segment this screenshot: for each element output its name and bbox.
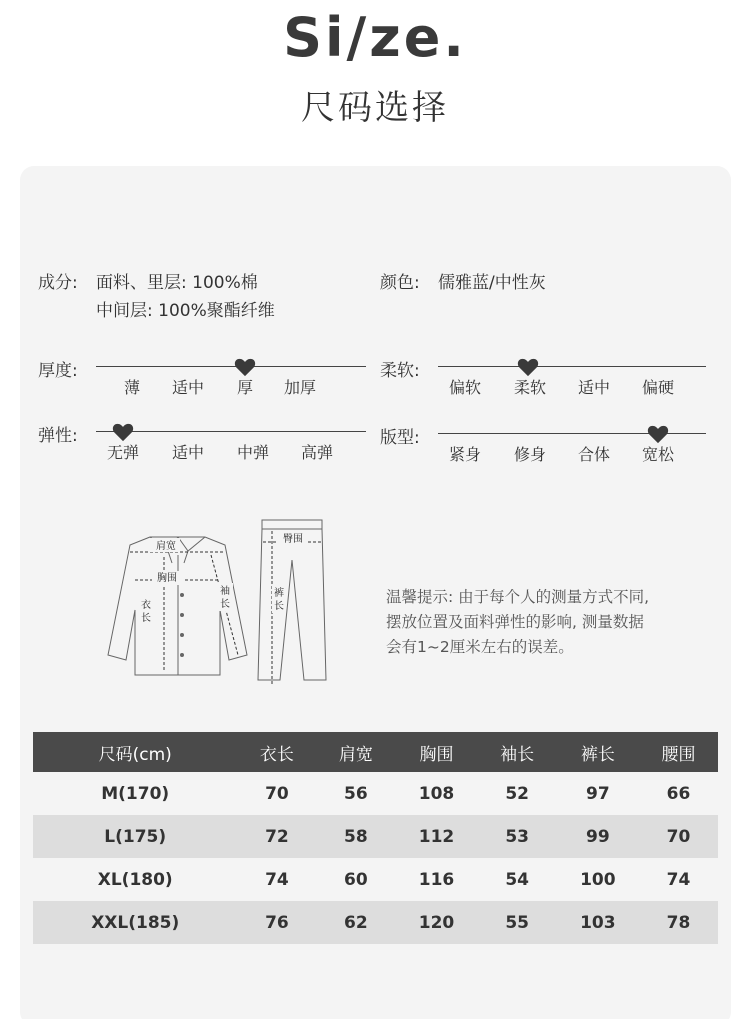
table-cell: XL(180) <box>33 858 237 901</box>
table-cell: 103 <box>557 901 639 944</box>
elasticity-option: 无弹 <box>106 443 140 462</box>
elasticity-label: 弹性: <box>38 426 78 446</box>
table-cell: L(175) <box>33 815 237 858</box>
fit-label: 版型: <box>380 428 420 448</box>
thickness-option: 适中 <box>171 378 205 397</box>
measurement-tip <box>386 585 649 660</box>
column-header: 胸围 <box>395 732 477 772</box>
color-value: 儒雅蓝/中性灰 <box>438 273 546 293</box>
thickness-option: 薄 <box>123 378 141 397</box>
composition-line1: 面料、里层: 100%棉 <box>96 273 258 293</box>
table-cell: 99 <box>557 815 639 858</box>
table-cell: 70 <box>237 772 316 815</box>
table-cell: M(170) <box>33 772 237 815</box>
table-cell: 62 <box>316 901 395 944</box>
chest-label: 胸围 <box>157 573 177 584</box>
sleeve-label-1: 袖 <box>220 586 230 597</box>
page-title-en: Si/ze. <box>283 6 467 69</box>
fit-option: 宽松 <box>641 445 675 464</box>
table-cell: 108 <box>395 772 477 815</box>
table-row <box>33 858 718 901</box>
softness-scale-line <box>438 366 706 367</box>
composition-line2: 中间层: 100%聚酯纤维 <box>96 301 275 321</box>
table-cell: 74 <box>639 858 718 901</box>
table-cell: 116 <box>395 858 477 901</box>
elasticity-option: 中弹 <box>236 443 270 462</box>
table-cell: 120 <box>395 901 477 944</box>
sleeve-label-2: 长 <box>220 599 230 610</box>
thickness-option: 加厚 <box>283 378 317 397</box>
table-cell: 55 <box>478 901 557 944</box>
table-cell: 66 <box>639 772 718 815</box>
table-cell: 72 <box>237 815 316 858</box>
table-cell: 78 <box>639 901 718 944</box>
table-cell: 97 <box>557 772 639 815</box>
table-cell: 54 <box>478 858 557 901</box>
thickness-heart-icon <box>234 357 256 377</box>
softness-option: 柔软 <box>513 378 547 397</box>
pants-length-label-2: 长 <box>274 601 284 612</box>
softness-option: 适中 <box>577 378 611 397</box>
garment-measurement-diagram <box>100 515 360 690</box>
tip-line: 摆放位置及面料弹性的影响, 测量数据 <box>386 613 644 631</box>
composition-label: 成分: <box>38 273 78 293</box>
table-cell: 76 <box>237 901 316 944</box>
softness-heart-icon <box>517 357 539 377</box>
tip-line: 会有1~2厘米左右的误差。 <box>386 638 574 656</box>
column-header: 肩宽 <box>316 732 395 772</box>
table-cell: 53 <box>478 815 557 858</box>
table-cell: 112 <box>395 815 477 858</box>
elasticity-option: 适中 <box>171 443 205 462</box>
column-header: 腰围 <box>639 732 718 772</box>
column-header: 袖长 <box>478 732 557 772</box>
table-cell: 52 <box>478 772 557 815</box>
thickness-scale-line <box>96 366 366 367</box>
pants-length-label-1: 裤 <box>274 588 284 599</box>
shoulder-label: 肩宽 <box>156 541 176 552</box>
size-table <box>33 732 718 944</box>
fit-option: 修身 <box>513 445 547 464</box>
fit-heart-icon <box>647 424 669 444</box>
softness-option: 偏软 <box>448 378 482 397</box>
length-label-1: 衣 <box>141 600 151 611</box>
table-cell: 70 <box>639 815 718 858</box>
tip-line: 温馨提示: 由于每个人的测量方式不同, <box>386 588 650 606</box>
page-title-cn: 尺码选择 <box>301 88 449 128</box>
table-cell: 60 <box>316 858 395 901</box>
fit-option: 紧身 <box>448 445 482 464</box>
softness-option: 偏硬 <box>641 378 675 397</box>
table-cell: 74 <box>237 858 316 901</box>
table-row <box>33 772 718 815</box>
elasticity-heart-icon <box>112 422 134 442</box>
table-row <box>33 901 718 944</box>
elasticity-scale-line <box>96 431 366 432</box>
length-label-2: 长 <box>141 613 151 624</box>
table-cell: 100 <box>557 858 639 901</box>
thickness-option: 厚 <box>236 378 254 397</box>
fit-option: 合体 <box>577 445 611 464</box>
table-row <box>33 815 718 858</box>
table-header-row <box>33 732 718 772</box>
column-header: 裤长 <box>557 732 639 772</box>
column-header: 尺码(cm) <box>33 732 237 772</box>
table-cell: XXL(185) <box>33 901 237 944</box>
softness-label: 柔软: <box>380 361 420 381</box>
table-cell: 56 <box>316 772 395 815</box>
table-cell: 58 <box>316 815 395 858</box>
elasticity-option: 高弹 <box>300 443 334 462</box>
hip-label: 臀围 <box>283 534 303 545</box>
column-header: 衣长 <box>237 732 316 772</box>
color-label: 颜色: <box>380 273 420 293</box>
thickness-label: 厚度: <box>38 361 78 381</box>
